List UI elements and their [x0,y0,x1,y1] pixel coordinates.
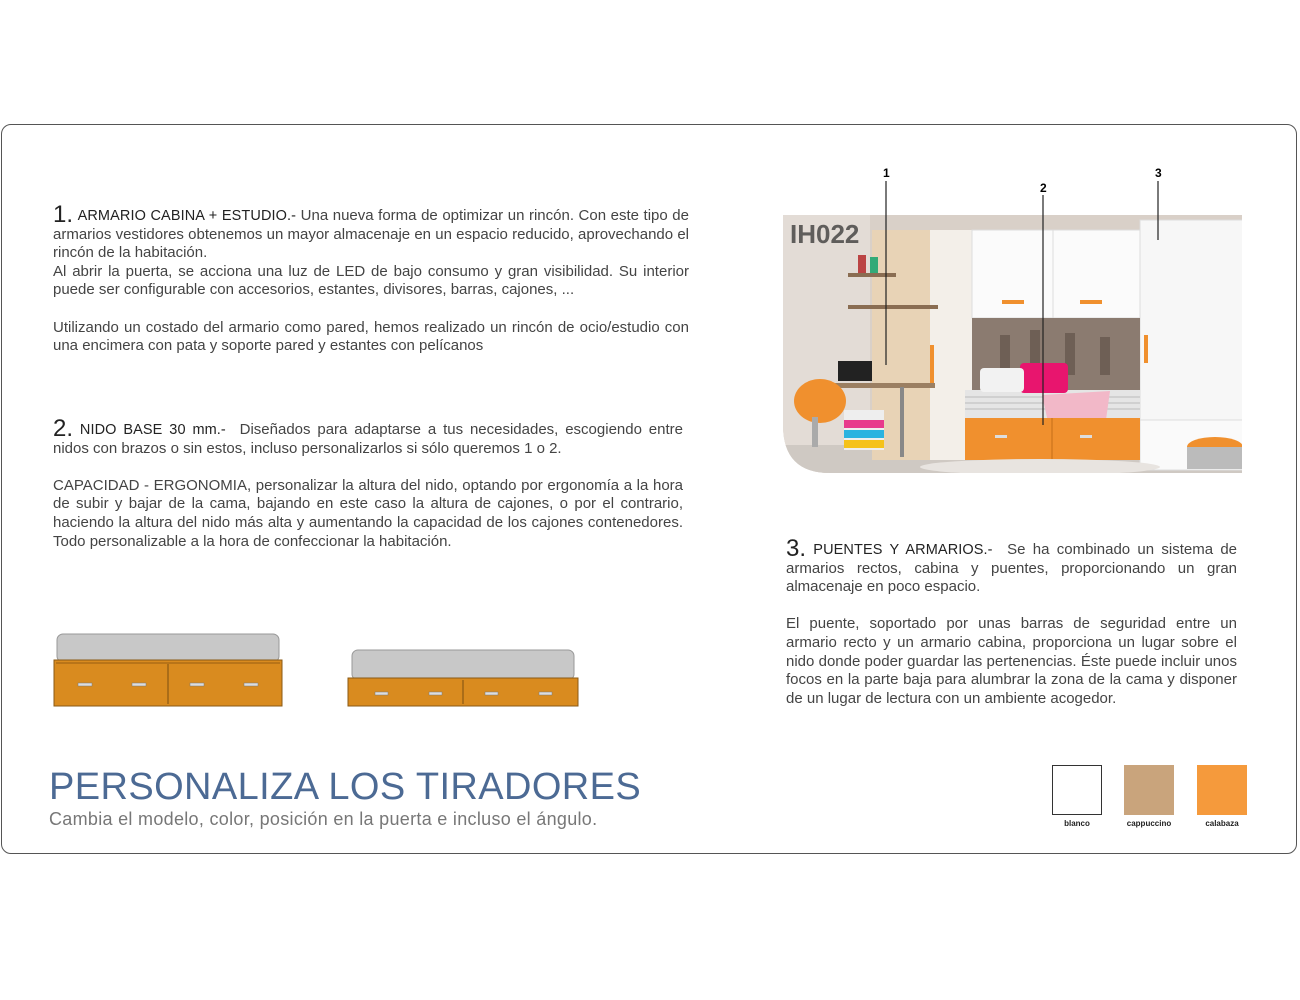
callout-2: 2 [1040,181,1047,195]
swatch-blanco[interactable] [1052,765,1102,815]
bed-base-illustration-tall [50,632,286,712]
swatch-label-calabaza: calabaza [1205,819,1239,828]
section-3-text-a: Se ha combinado un sistema de armarios rectos, cabina y puentes, proporcionando un gran almacenaje en poco espacio. [786,541,1238,596]
section-1-text-a: Una nueva forma de optimizar un rincón. Con este tipo de armarios vestidores obtenemos un mayor almacenaje en un espacio reducido, aprovechando el rincón de la habitación. [53,207,689,262]
section-2-text-a: Diseñados para adaptarse a tus necesidades, escogiendo entre nidos con brazos o sin estos, incluso personalizarlos si sólo queremos 1 o 2. [53,421,683,457]
room-photo [780,165,1245,475]
section-2-heading: NIDO BASE 30 mm.- [79,422,226,438]
callout-3: 3 [1155,166,1162,180]
swatch-label-blanco: blanco [1064,819,1090,828]
bed-base-illustration-low [345,648,581,710]
section-1 [53,201,689,356]
section-1-heading: ARMARIO CABINA + ESTUDIO.- [77,208,297,224]
section-2-number: 2. [53,415,74,442]
photo-model-code: IH022 [790,219,860,249]
swatch-cappuccino[interactable] [1124,765,1174,815]
callout-1: 1 [883,166,890,180]
section-3 [786,535,1238,708]
section-3-text-b: El puente, soportado por unas barras de seguridad entre un armario recto y un armario cabina, proporciona un lugar sobre el nido donde poder guardar las pertenencias. Éste puede incluir unos focos en la parte baja para alumbrar la zona de la cama y disponer de un lugar de lectura con un ambiente acogedor. [786,615,1237,707]
section-3-number: 3. [786,535,807,562]
swatch-calabaza[interactable] [1197,765,1247,815]
section-1-text-b: Al abrir la puerta, se acciona una luz de LED de bajo consumo y gran visibilidad. Su interior puede ser configurable con accesorios, estantes, divisores, barras, cajones, ... [53,262,689,299]
section-2 [53,415,683,551]
footer-subtitle: Cambia el modelo, color, posición en la puerta e incluso el ángulo. [49,809,598,829]
section-2-text-b: CAPACIDAD - ERGONOMIA, personalizar la altura del nido, optando por ergonomía a la hora de subir y bajar de la cama, bajando en este caso la altura de cajones, o por el contrario, haciendo la altura del nido más alta y aumentando la capacidad de los cajones contenedores. Todo personalizable a la hora de confeccionar la habitación. [53,476,683,550]
footer-title: PERSONALIZA LOS TIRADORES [49,766,642,808]
section-3-heading: PUENTES Y ARMARIOS.- [813,542,993,558]
swatch-label-cappuccino: cappuccino [1126,819,1172,828]
section-1-text-c: Utilizando un costado del armario como pared, hemos realizado un rincón de ocio/estudio con una encimera con pata y soporte pared y estantes con pelícanos [53,318,689,355]
section-1-number: 1. [53,201,74,228]
